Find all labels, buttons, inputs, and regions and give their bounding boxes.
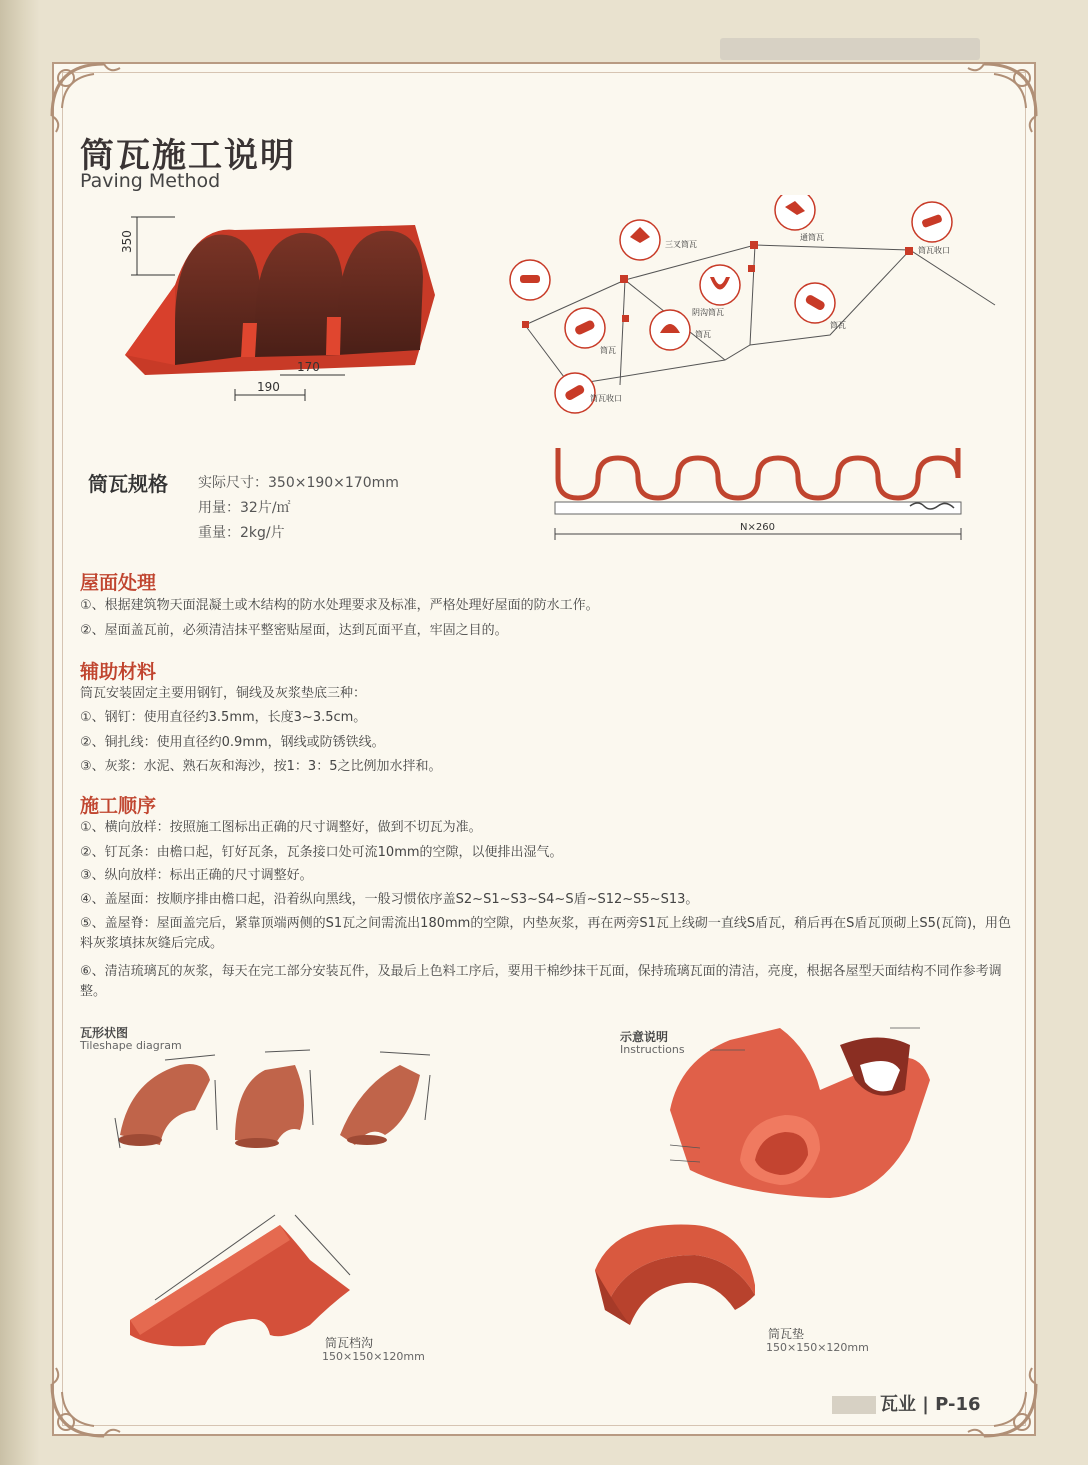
page-number: P-16 [935,1394,981,1415]
roof-line-1: ①、根据建筑物天面混凝土或木结构的防水处理要求及标准，严格处理好屋面的防水工作。 [80,598,599,613]
tileshape-subtitle: Tileshape diagram [80,1039,182,1052]
roof-line-2: ②、屋面盖瓦前，必须清洁抹平整密贴屋面，达到瓦面平直，牢固之目的。 [80,623,508,638]
page-footer: 瓦业 | P-16 [832,1390,981,1416]
order-line-5: ⑤、盖屋脊：屋面盖完后，紧靠顶端两侧的S1瓦之间需流出180mm的空隙，内垫灰浆，再在两旁S1瓦上线砌一直线S盾瓦，稍后再在S盾瓦顶砌上S5(瓦筒)，用色料灰浆填抹灰缝后完成。 [80,916,1012,951]
roof-label-tile-a: 筒瓦 [695,330,711,339]
section-title-order: 施工顺序 [80,795,157,817]
tile-dimension-figure [115,205,445,410]
tileshape-figures [105,1040,435,1160]
product-1-size: 150×150×120mm [322,1350,425,1363]
instructions-title: 示意说明 [620,1030,669,1044]
roof-label-end-cap: 筒瓦收口 [918,246,950,255]
spec-weight: 重量：2kg/片 [198,525,285,541]
order-line-1: ①、横向放样：按照施工图标出正确的尺寸调整好，做到不切瓦为准。 [80,820,482,835]
order-line-6: ⑥、清洁琉璃瓦的灰浆，每天在完工部分安装瓦件，及最后上色料工序后，要用干棉纱抹干瓦面，保持琉璃瓦面的清洁，亮度，根据各屋型天面结构不同作参考调整。 [80,964,1002,999]
product-2-size: 150×150×120mm [766,1341,869,1354]
spec-usage: 用量：32片/㎡ [198,500,291,516]
dim-width-label: 190 [257,380,280,394]
roof-label-valley: 阴沟筒瓦 [692,308,724,317]
page-binding-shadow [0,0,40,1465]
blurred-brand-name [832,1396,876,1414]
materials-line-1: 筒瓦安装固定主要用钢钉，铜线及灰浆垫底三种： [80,686,367,701]
materials-line-4: ③、灰浆：水泥、熟石灰和海沙，按1：3：5之比例加水拌和。 [80,759,442,774]
section-title-roof: 屋面处理 [80,572,157,594]
instructions-subtitle: Instructions [620,1043,685,1056]
dim-height-label: 350 [120,230,134,253]
ornament-corner-icon [954,56,1044,146]
page-subtitle: Paving Method [80,170,221,192]
section-title-materials: 辅助材料 [80,661,157,683]
order-line-4: ④、盖屋面：按顺序排由檐口起，沿着纵向黑线，一般习惯依序盖S2~S1~S3~S4~S盾~S12~S5~S13。 [80,892,699,907]
product-figure-2 [585,1215,765,1335]
roof-layout-diagram [500,195,1000,420]
materials-line-3: ②、铜扎线：使用直径约0.9mm，钢线或防锈铁线。 [80,735,385,750]
spec-size: 实际尺寸：350×190×170mm [198,475,399,491]
roof-label-ridge: 通筒瓦 [800,233,824,242]
roof-label-eave-cap: 筒瓦收口 [590,394,622,403]
product-figure-1 [115,1205,365,1355]
product-1-name: 筒瓦档沟 [325,1336,374,1350]
dim-pitch-label: 170 [297,360,320,374]
materials-line-2: ①、钢钉：使用直径约3.5mm，长度3~3.5cm。 [80,710,367,725]
order-line-3: ③、纵向放样：标出正确的尺寸调整好。 [80,868,313,883]
roof-label-tile-c: 筒瓦 [600,346,616,355]
roof-label-three-way: 三叉筒瓦 [665,240,697,249]
dim-span-label: N×260 [740,522,775,533]
ornament-corner-icon [44,1354,134,1444]
footer-brand: 瓦业 [880,1394,916,1415]
tileshape-title: 瓦形状图 [80,1026,129,1040]
order-line-2: ②、钉瓦条：由檐口起，钉好瓦条，瓦条接口处可流10mm的空隙，以便排出湿气。 [80,845,563,860]
tile-profile-figure [550,440,970,545]
page-title: 筒瓦施工说明 [80,136,296,176]
blurred-header-text [720,38,980,60]
spec-title: 筒瓦规格 [88,472,168,496]
assembled-tile-figure [660,1020,960,1200]
roof-label-tile-b: 筒瓦 [830,321,846,330]
product-2-name: 筒瓦垫 [768,1327,805,1341]
